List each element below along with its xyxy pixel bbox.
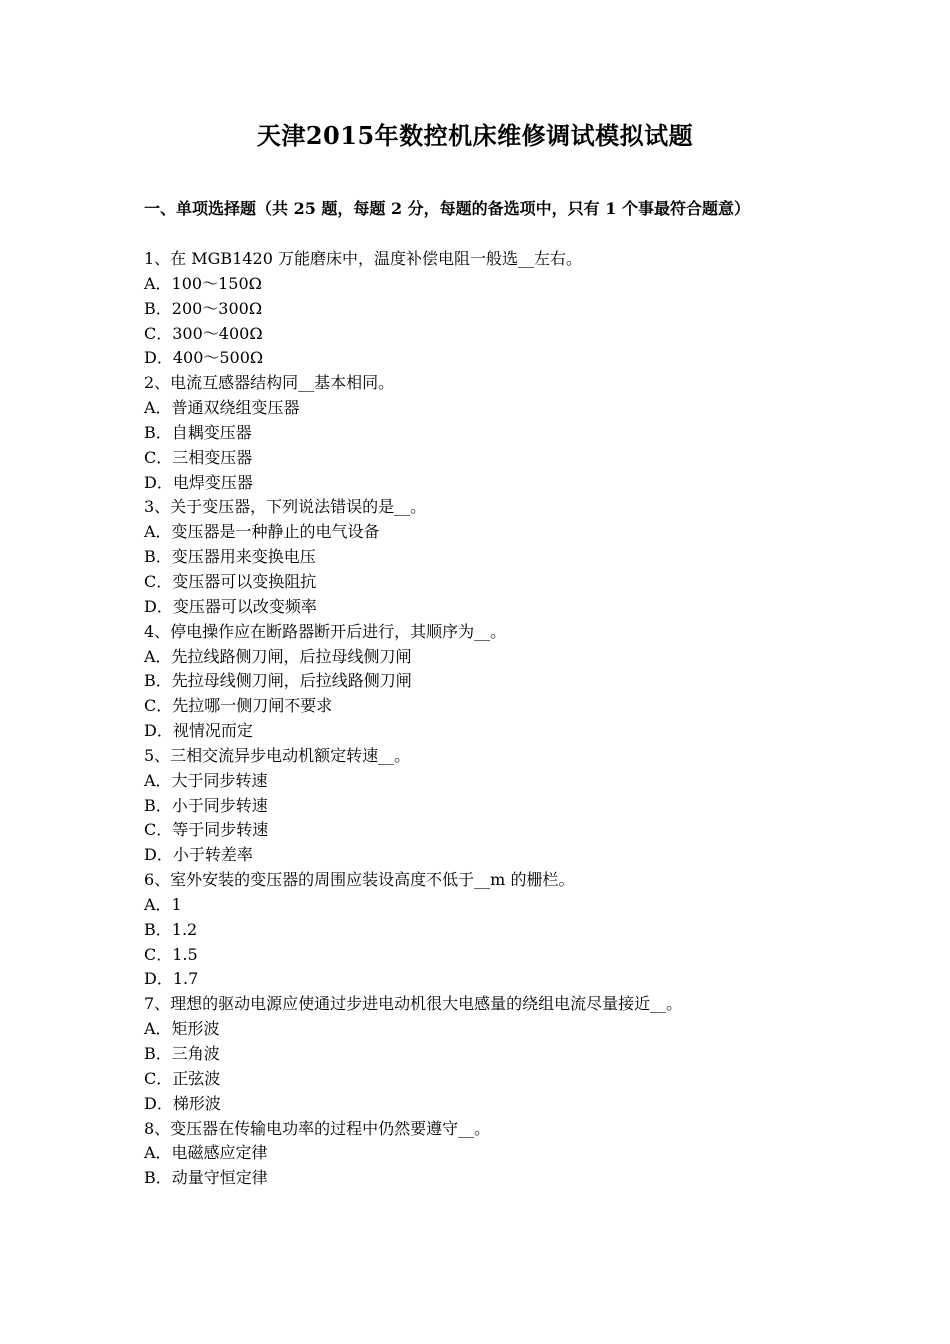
answer-option: B．变压器用来变换电压	[144, 547, 316, 567]
answer-option: D．1.7	[144, 969, 199, 989]
answer-option: D．电焊变压器	[144, 472, 253, 492]
answer-option: A．普通双绕组变压器	[144, 398, 300, 418]
answer-option: C．300～400Ω	[144, 323, 263, 343]
answer-option: C．先拉哪一侧刀闸不要求	[144, 696, 333, 716]
answer-option: B．小于同步转速	[144, 795, 268, 815]
question-text: 3、关于变压器，下列说法错误的是__。	[144, 497, 427, 517]
question-text: 5、三相交流异步电动机额定转速__。	[144, 745, 411, 765]
answer-option: C．三相变压器	[144, 447, 253, 467]
answer-option: C．1.5	[144, 944, 198, 964]
question-text: 6、室外安装的变压器的周围应装设高度不低于__m 的栅栏。	[144, 870, 575, 890]
question-text: 2、电流互感器结构同__基本相同。	[144, 373, 395, 393]
answer-option: C．变压器可以变换阻抗	[144, 571, 317, 591]
section-heading: 一、单项选择题（共 25 题，每题 2 分，每题的备选项中，只有 1 个事最符合题意）	[144, 199, 750, 218]
answer-option: A．矩形波	[144, 1019, 220, 1039]
answer-option: A．大于同步转速	[144, 770, 268, 790]
answer-option: D．小于转差率	[144, 845, 253, 865]
answer-option: C．正弦波	[144, 1068, 221, 1088]
answer-option: D．400～500Ω	[144, 348, 264, 368]
question-text: 1、在 MGB1420 万能磨床中，温度补偿电阻一般选__左右。	[144, 249, 582, 268]
answer-option: D．梯形波	[144, 1093, 221, 1113]
answer-option: A．电磁感应定律	[144, 1143, 268, 1163]
answer-option: A．先拉线路侧刀闸，后拉母线侧刀闸	[144, 646, 412, 666]
answer-option: B．自耦变压器	[144, 422, 252, 442]
answer-option: B．200～300Ω	[144, 298, 263, 318]
question-text: 8、变压器在传输电功率的过程中仍然要遵守__。	[144, 1118, 491, 1138]
answer-option: B．先拉母线侧刀闸，后拉线路侧刀闸	[144, 671, 412, 691]
answer-option: A．100～150Ω	[144, 273, 262, 293]
document-title: 天津2015年数控机床维修调试模拟试题	[256, 121, 694, 150]
question-text: 4、停电操作应在断路器断开后进行，其顺序为__。	[144, 621, 507, 641]
question-list	[144, 247, 812, 1191]
question-text: 7、理想的驱动电源应使通过步进电动机很大电感量的绕组电流尽量接近__。	[144, 994, 683, 1014]
answer-option: B．1.2	[144, 919, 198, 939]
answer-option: A．1	[144, 894, 182, 914]
answer-option: B．动量守恒定律	[144, 1168, 268, 1188]
answer-option: D．变压器可以改变频率	[144, 596, 317, 616]
answer-option: A．变压器是一种静止的电气设备	[144, 522, 380, 542]
answer-option: B．三角波	[144, 1044, 220, 1063]
answer-option: C．等于同步转速	[144, 820, 269, 840]
answer-option: D．视情况而定	[144, 721, 253, 741]
